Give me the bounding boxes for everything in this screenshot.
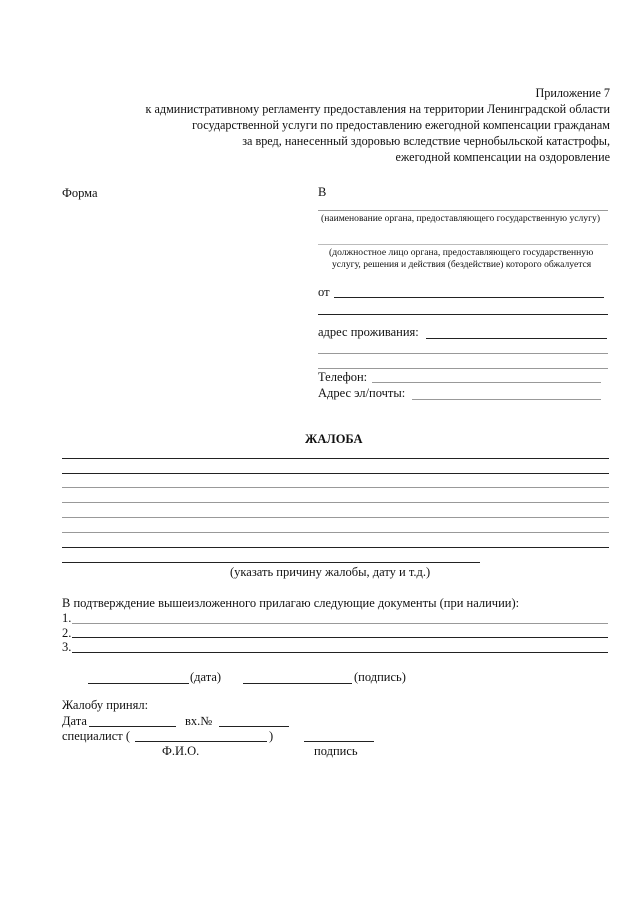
attachment-line-1[interactable] xyxy=(72,623,608,624)
phone-label: Телефон: xyxy=(318,370,368,384)
email-line[interactable] xyxy=(412,399,601,400)
specialist-sign-line[interactable] xyxy=(304,741,374,742)
attachment-line-2[interactable] xyxy=(72,637,608,638)
date-line[interactable] xyxy=(88,683,189,684)
official-caption-2: услугу, решения и действия (бездействие) которого обжалуется xyxy=(332,259,592,270)
reason-caption: (указать причину жалобы, дату и т.д.) xyxy=(230,565,431,579)
date-label: (дата) xyxy=(190,670,222,684)
complaint-text-line[interactable] xyxy=(62,547,609,548)
acceptance-heading: Жалобу принял: xyxy=(62,698,149,712)
complaint-title: ЖАЛОБА xyxy=(305,432,363,446)
complaint-text-line[interactable] xyxy=(62,502,609,503)
addressee-to: В xyxy=(318,185,327,199)
attachment-number-1: 1. xyxy=(62,611,72,625)
attachment-line-3[interactable] xyxy=(72,652,608,653)
incoming-number-label: вх.№ xyxy=(185,714,213,728)
address-line[interactable] xyxy=(426,338,607,339)
form-label: Форма xyxy=(62,186,98,200)
complaint-text-line[interactable] xyxy=(62,487,609,488)
header-line-3: государственной услуги по предоставлению ежегодной компенсации гражданам xyxy=(192,118,610,132)
header-line-2: к административному регламенту предоставления на территории Ленинградской области xyxy=(145,102,610,116)
complaint-text-line[interactable] xyxy=(62,517,609,518)
specialist-name-line[interactable] xyxy=(135,741,267,742)
complaint-text-line[interactable] xyxy=(62,532,609,533)
fio-caption: Ф.И.О. xyxy=(162,744,200,758)
from-line[interactable] xyxy=(334,297,604,298)
body-name-caption: (наименование органа, предоставляющего государственную услугу) xyxy=(321,213,601,224)
phone-line[interactable] xyxy=(372,382,601,383)
acceptance-date-label: Дата xyxy=(62,714,87,728)
annex-number: Приложение 7 xyxy=(535,86,610,100)
body-name-line[interactable] xyxy=(318,210,608,211)
attachment-number-3: 3. xyxy=(62,640,72,654)
attachments-intro: В подтверждение вышеизложенного прилагаю следующие документы (при наличии): xyxy=(62,596,520,610)
header-line-5: ежегодной компенсации на оздоровление xyxy=(395,150,610,164)
signature-line[interactable] xyxy=(243,683,352,684)
signature-label: (подпись) xyxy=(354,670,406,684)
address-label: адрес проживания: xyxy=(318,325,419,339)
from-label: от xyxy=(318,285,330,299)
complaint-text-line[interactable] xyxy=(62,458,609,459)
acceptance-date-line[interactable] xyxy=(89,726,176,727)
from-line-2[interactable] xyxy=(318,314,608,315)
address-line-3[interactable] xyxy=(318,368,608,369)
sign-caption: подпись xyxy=(314,744,358,758)
specialist-close-paren: ) xyxy=(269,729,274,743)
official-line[interactable] xyxy=(318,244,608,245)
specialist-label: специалист ( xyxy=(62,729,131,743)
complaint-text-line[interactable] xyxy=(62,473,609,474)
address-line-2[interactable] xyxy=(318,353,608,354)
email-label: Адрес эл/почты: xyxy=(318,386,406,400)
official-caption-1: (должностное лицо органа, предоставляющего государственную xyxy=(329,247,594,258)
header-line-4: за вред, нанесенный здоровью вследствие чернобыльской катастрофы, xyxy=(242,134,610,148)
attachment-number-2: 2. xyxy=(62,626,72,640)
incoming-number-line[interactable] xyxy=(219,726,289,727)
complaint-text-line[interactable] xyxy=(62,562,480,563)
